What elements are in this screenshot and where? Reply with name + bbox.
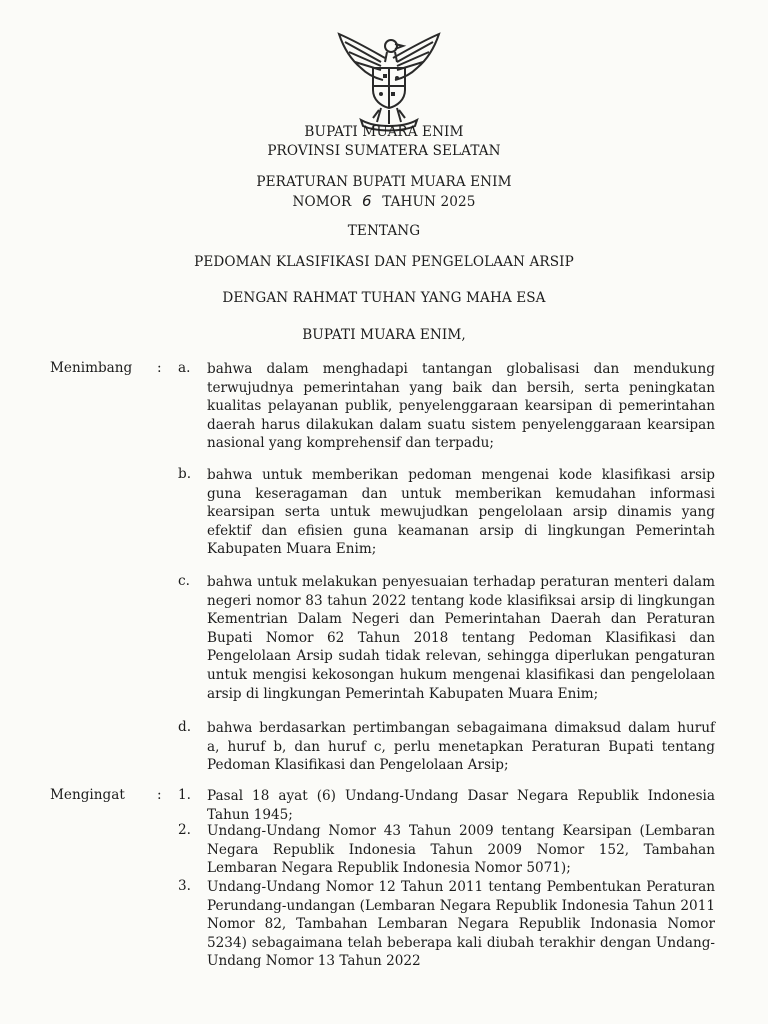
nomor-value: 6 (361, 192, 372, 210)
item-text: bahwa untuk melakukan penyesuaian terhadap peraturan menteri dalam negeri nomor 83 tahun 2022 tentang kode klasifiksai arsip di lingkungan Kementrian Dalam Negeri dan Pemerintahan Daerah dan Peraturan Bupati Nomor 62 Tahun 2018 tentang Pedoman Klasifikasi dan Pengelolaan Arsip sudah tidak relevan, sehingga diperlukan pengaturan untuk mengisi kekosongan hukum mengenai klasifikasi dan pengelolaan arsip di lingkungan Pemerintah Kabupaten Muara Enim; (207, 574, 715, 702)
garuda-emblem-icon (331, 28, 447, 132)
mengingat-colon: : (157, 787, 162, 803)
item-text: Pasal 18 ayat (6) Undang-Undang Dasar Negara Republik Indonesia Tahun 1945; (207, 788, 715, 823)
header-title: BUPATI MUARA ENIM (304, 124, 464, 140)
nomor-label: NOMOR (292, 194, 352, 210)
item-text: bahwa dalam menghadapi tantangan globalisasi dan mendukung terwujudnya pemerintahan yang baik dan bersih, serta peningkatan kualitas pelayanan publik, penyelenggaraan kearsipan di pemerintahan daerah harus dilakukan dalam suatu sistem penyelenggaraan kearsipan nasional yang komprehensif dan terpadu; (207, 361, 715, 452)
tentang-label: TENTANG (347, 223, 421, 239)
item-text: bahwa berdasarkan pertimbangan sebagaimana dimaksud dalam huruf a, huruf b, dan huruf c, perlu menetapkan Peraturan Bupati tentang Pedoman Klasifikasi dan Pengelolaan Arsip; (207, 720, 715, 774)
item-marker: a. (178, 360, 191, 376)
mengingat-label: Mengingat (50, 787, 125, 803)
tahun-label: TAHUN 2025 (382, 194, 476, 210)
issuer-line: BUPATI MUARA ENIM, (302, 327, 466, 343)
rahmat-line: DENGAN RAHMAT TUHAN YANG MAHA ESA (222, 290, 546, 306)
item-text: bahwa untuk memberikan pedoman mengenai kode klasifikasi arsip guna keseragaman dan untuk memberikan kemudahan informasi kearsipan serta untuk mewujudkan pengelolaan arsip dinamis yang efektif dan efisien guna keamanan arsip di lingkungan Pemerintah Kabupaten Muara Enim; (207, 467, 715, 558)
item-marker: 1. (178, 787, 191, 803)
header-province: PROVINSI SUMATERA SELATAN (267, 143, 501, 159)
regulation-number-line (0, 192, 768, 210)
regulation-title: PERATURAN BUPATI MUARA ENIM (256, 174, 512, 190)
item-marker: d. (178, 719, 192, 735)
item-marker: b. (178, 466, 192, 482)
regulation-subject: PEDOMAN KLASIFIKASI DAN PENGELOLAAN ARSIP (194, 254, 574, 270)
menimbang-colon: : (157, 360, 162, 376)
item-text: Undang-Undang Nomor 43 Tahun 2009 tentang Kearsipan (Lembaran Negara Republik Indonesia Tahun 2009 Nomor 152, Tambahan Lembaran Negara Republik Indonesia Nomor 5071); (207, 823, 715, 877)
menimbang-label: Menimbang (50, 360, 133, 376)
item-marker: 2. (178, 822, 191, 838)
item-text: Undang-Undang Nomor 12 Tahun 2011 tentang Pembentukan Peraturan Perundang-undangan (Lembaran Negara Republik Indonesia Tahun 2011 Nomor 82, Tambahan Lembaran Negara Republik Indonasia Nomor 5234) sebagaimana telah beberapa kali diubah terakhir dengan Undang-Undang Nomor 13 Tahun 2022 (207, 879, 715, 970)
item-marker: c. (178, 573, 190, 589)
item-marker: 3. (178, 878, 191, 894)
